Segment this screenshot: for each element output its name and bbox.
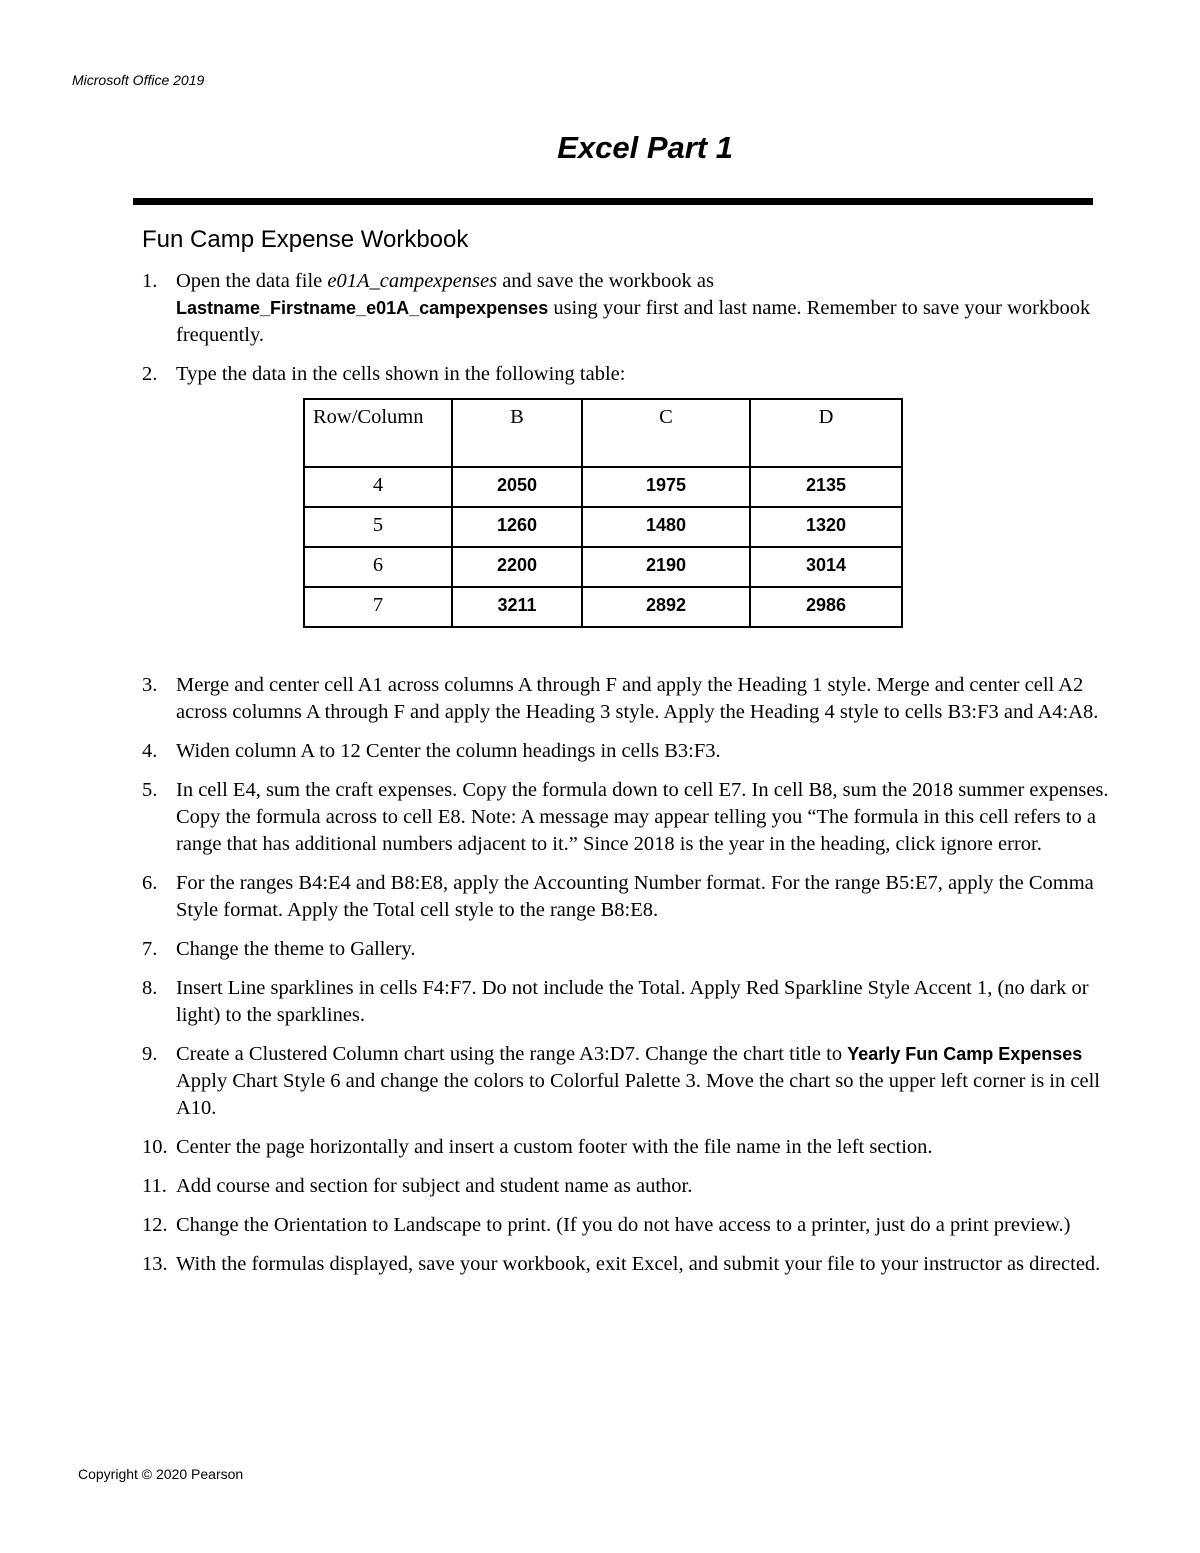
- step-3: [142, 672, 1132, 726]
- table-row: [304, 587, 902, 627]
- step-number: 2.: [142, 363, 158, 385]
- title-rule: [133, 198, 1093, 205]
- table-row: [304, 467, 902, 507]
- step-text: Change the Orientation to Landscape to print. (If you do not have access to a printer, just do a print preview.): [176, 1214, 1071, 1236]
- step-number: 6.: [142, 872, 158, 894]
- step-text-part: using your first and last name. Remember to save your workbook frequently.: [176, 297, 1091, 346]
- table-header-cell: B: [452, 399, 582, 467]
- step-number: 13.: [142, 1253, 168, 1275]
- data-file-name: e01A_campexpenses: [327, 270, 498, 292]
- step-text: For the ranges B4:E4 and B8:E8, apply the Accounting Number format. For the range B5:E7, apply the Comma Style format. Apply the Total cell style to the range B8:E8.: [176, 872, 1094, 921]
- table-cell: 2190: [582, 547, 750, 587]
- step-text: Add course and section for subject and student name as author.: [176, 1175, 693, 1197]
- step-number: 4.: [142, 740, 158, 762]
- step-number: 12.: [142, 1214, 168, 1236]
- chart-title-text: Yearly Fun Camp Expenses: [847, 1044, 1083, 1064]
- section-title: Fun Camp Expense Workbook: [142, 226, 469, 253]
- step-number: 3.: [142, 674, 158, 696]
- data-table: [303, 398, 903, 628]
- step-text: Insert Line sparklines in cells F4:F7. Do not include the Total. Apply Red Sparkline Style Accent 1, (no dark or light) to the sparklines.: [176, 977, 1089, 1026]
- table-cell: 1975: [582, 467, 750, 507]
- step-7: [142, 936, 1132, 963]
- step-4: [142, 738, 1132, 765]
- step-number: 10.: [142, 1136, 168, 1158]
- step-text-part: Create a Clustered Column chart using the range A3:D7. Change the chart title to: [176, 1043, 848, 1065]
- table-cell: 3014: [750, 547, 902, 587]
- step-text: Merge and center cell A1 across columns A through F and apply the Heading 1 style. Merge and center cell A2 across columns A through F and apply the Heading 3 style. Apply the Heading 4 style to cells B3:F3 and A4:A8.: [176, 674, 1099, 723]
- step-6: [142, 870, 1132, 924]
- step-text: In cell E4, sum the craft expenses. Copy the formula down to cell E7. In cell B8, sum the 2018 summer expenses. Copy the formula across to cell E8. Note: A message may appear telling you “The formula in this cell refers to a range that has additional numbers adjacent to it.” Since 2018 is the year in the heading, click ignore error.: [176, 779, 1109, 855]
- steps-continued: [142, 672, 1132, 1278]
- step-text: [176, 1041, 1132, 1122]
- table-header-cell: D: [750, 399, 902, 467]
- step-2: [142, 361, 1132, 388]
- step-12: [142, 1212, 1132, 1239]
- step-number: 5.: [142, 779, 158, 801]
- step-9: [142, 1041, 1132, 1122]
- table-cell: 2135: [750, 467, 902, 507]
- table-row: [304, 547, 902, 587]
- step-text-part: Open the data file: [176, 270, 328, 292]
- step-text: Widen column A to 12 Center the column headings in cells B3:F3.: [176, 740, 721, 762]
- table-cell: 1480: [582, 507, 750, 547]
- step-11: [142, 1173, 1132, 1200]
- row-label-cell: 5: [304, 507, 452, 547]
- step-8: [142, 975, 1132, 1029]
- table-row: [304, 507, 902, 547]
- step-text-part: and save the workbook as: [497, 270, 714, 292]
- step-text: Change the theme to Gallery.: [176, 938, 416, 960]
- step-text-part: Apply Chart Style 6 and change the colors to Colorful Palette 3. Move the chart so the upper left corner is in cell A10.: [176, 1070, 1100, 1119]
- table-cell: 2050: [452, 467, 582, 507]
- header-label: Microsoft Office 2019: [72, 72, 205, 88]
- row-label-cell: 7: [304, 587, 452, 627]
- step-number: 8.: [142, 977, 158, 999]
- table-cell: 1260: [452, 507, 582, 547]
- table-header-cell: C: [582, 399, 750, 467]
- save-file-name: Lastname_Firstname_e01A_campexpenses: [176, 298, 549, 318]
- step-number: 9.: [142, 1043, 158, 1065]
- step-text: Type the data in the cells shown in the following table:: [176, 363, 626, 385]
- step-1: [142, 268, 1132, 349]
- step-number: 11.: [142, 1175, 167, 1197]
- step-13: [142, 1251, 1132, 1278]
- table-header-cell: Row/Column: [304, 399, 452, 467]
- table-cell: 1320: [750, 507, 902, 547]
- step-5: [142, 777, 1132, 858]
- table-cell: 2986: [750, 587, 902, 627]
- step-10: [142, 1134, 1132, 1161]
- step-text: With the formulas displayed, save your workbook, exit Excel, and submit your file to your instructor as directed.: [176, 1253, 1101, 1275]
- table-cell: 2892: [582, 587, 750, 627]
- copyright-footer: Copyright © 2020 Pearson: [78, 1466, 244, 1482]
- document-title: Excel Part 1: [557, 130, 733, 165]
- step-text: Center the page horizontally and insert a custom footer with the file name in the left section.: [176, 1136, 933, 1158]
- instruction-list: [142, 268, 1132, 1290]
- row-label-cell: 6: [304, 547, 452, 587]
- step-text: [176, 268, 1132, 349]
- step-number: 1.: [142, 270, 158, 292]
- table-header-row: [304, 399, 902, 467]
- step-number: 7.: [142, 938, 158, 960]
- table-cell: 3211: [452, 587, 582, 627]
- table-cell: 2200: [452, 547, 582, 587]
- row-label-cell: 4: [304, 467, 452, 507]
